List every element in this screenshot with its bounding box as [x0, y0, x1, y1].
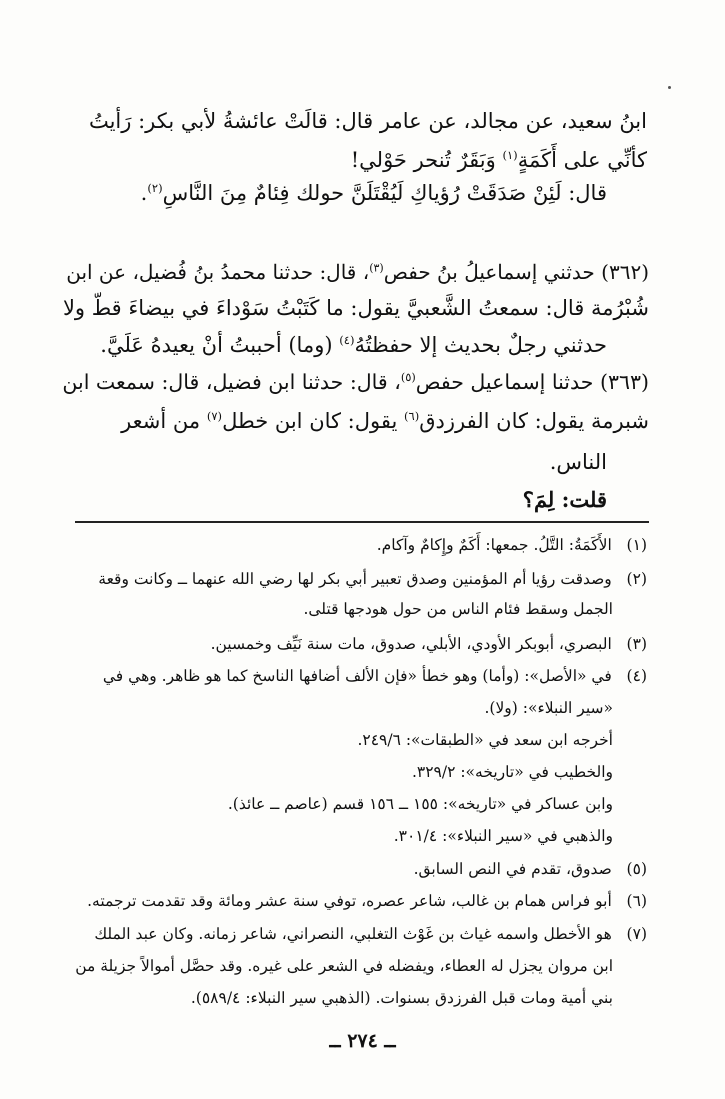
footnote-separator — [75, 521, 649, 523]
hadith-362-line-2: شُبْرُمة قال: سمعتُ الشَّعبيَّ يقول: ما كَتَبْتُ سَوْداءَ في بيضاءَ قطّ ولا — [62, 296, 649, 320]
footnote-3: (٣) البصري، أبوبكر الأودي، الأبلي، صدوق، مات سنة نَيِّف وخمسين. — [210, 635, 647, 653]
footnote-7-line-2: ابن مروان يجزل له العطاء، ويفضله في الشعر على غيره. وقد حصَّل أموالاً جزيلة من — [75, 957, 613, 975]
footnote-4-line-5: وابن عساكر في «تاريخه»: ١٥٥ ــ ١٥٦ قسم (عاصم ــ عائذ). — [227, 795, 613, 813]
footnote-4-line-4: والخطيب في «تاريخه»: ٣٢٩/٢. — [411, 763, 613, 781]
hadith-362-line-1: (٣٦٢) حدثني إسماعيلُ بنُ حفص$^{(٣)}$، قال: حدثنا محمدُ بنُ فُضيل، عن ابن — [66, 260, 649, 284]
footnote-4-line-3: أخرجه ابن سعد في «الطبقات»: ٢٤٩/٦. — [357, 731, 613, 749]
main-line-1: ابنُ سعيد، عن مجالد، عن عامر قال: قالَتْ عائشةُ لأبي بكر: رَأيتُ — [88, 109, 647, 133]
footnote-2-line-2: الجمل وسقط فئام الناس من حول هودجها قتلى. — [303, 600, 613, 618]
footnote-7-line-3: بني أمية ومات قبل الفرزدق بسنوات. (الذهبي سير النبلاء: ٥٨٩/٤). — [190, 989, 613, 1007]
hadith-363-line-3: الناس. — [549, 450, 607, 474]
footnote-4-line-6: والذهبي في «سير النبلاء»: ٣٠١/٤. — [393, 827, 613, 845]
footnote-2-line-1: (٢) وصدقت رؤيا أم المؤمنين وصدق تعبير أبي بكر لها رضي الله عنهما ــ وكانت وقعة — [98, 570, 647, 588]
footnote-6: (٦) أبو فراس همام بن غالب، شاعر عصره، توفي سنة عشر ومائة وقد تقدمت ترجمته. — [87, 892, 647, 910]
hadith-363-line-1: (٣٦٣) حدثنا إسماعيل حفص$^{(٥)}$، قال: حدثنا ابن فضيل، قال: سمعت ابن — [62, 370, 649, 394]
footnote-1: (١) الأَكَمَةُ: التَّلُ. جمعها: أَكَمٌ وإِكامٌ وآكام. — [376, 536, 647, 554]
footnote-4-line-1: (٤) في «الأصل»: (وأما) وهو خطأ «فإن الألف أضافها الناسخ كما هو ظاهر. وهي في — [102, 667, 647, 685]
main-line-3: قال: لَئِنْ صَدَقَتْ رُؤياكِ لَيُقْتَلَنَّ حولك فِئامٌ مِنَ النَّاسِ$^{(٢)}$. — [140, 181, 607, 205]
hadith-363-line-4: قلت: لِمَ؟ — [522, 487, 607, 512]
page-number: ــ ٢٧٤ ــ — [329, 1030, 396, 1052]
footnote-4-line-2: «سير النبلاء»: (ولا). — [484, 699, 613, 717]
hadith-363-line-2: شبرمة يقول: كان الفرزدق$^{(٦)}$ يقول: كان ابن خطل$^{(٧)}$ من أشعر — [121, 409, 649, 433]
footnote-5: (٥) صدوق، تقدم في النص السابق. — [413, 860, 647, 878]
hadith-362-line-3: حدثني رجلٌ بحديث إلا حفظتُهُ$^{(٤)}$ (وما) أحببتُ أنْ يعيدهُ عَلَيَّ. — [100, 333, 607, 357]
ink-speck — [668, 86, 671, 89]
footnote-7-line-1: (٧) هو الأخطل واسمه غياث بن غَوْث التغلبي، النصراني، شاعر زمانه. وكان عبد الملك — [94, 925, 647, 943]
main-line-2: كأنِّي على أَكَمَةٍ$^{(١)}$ وَبَقَرٌ تُنحر حَوْلي! — [350, 148, 647, 172]
